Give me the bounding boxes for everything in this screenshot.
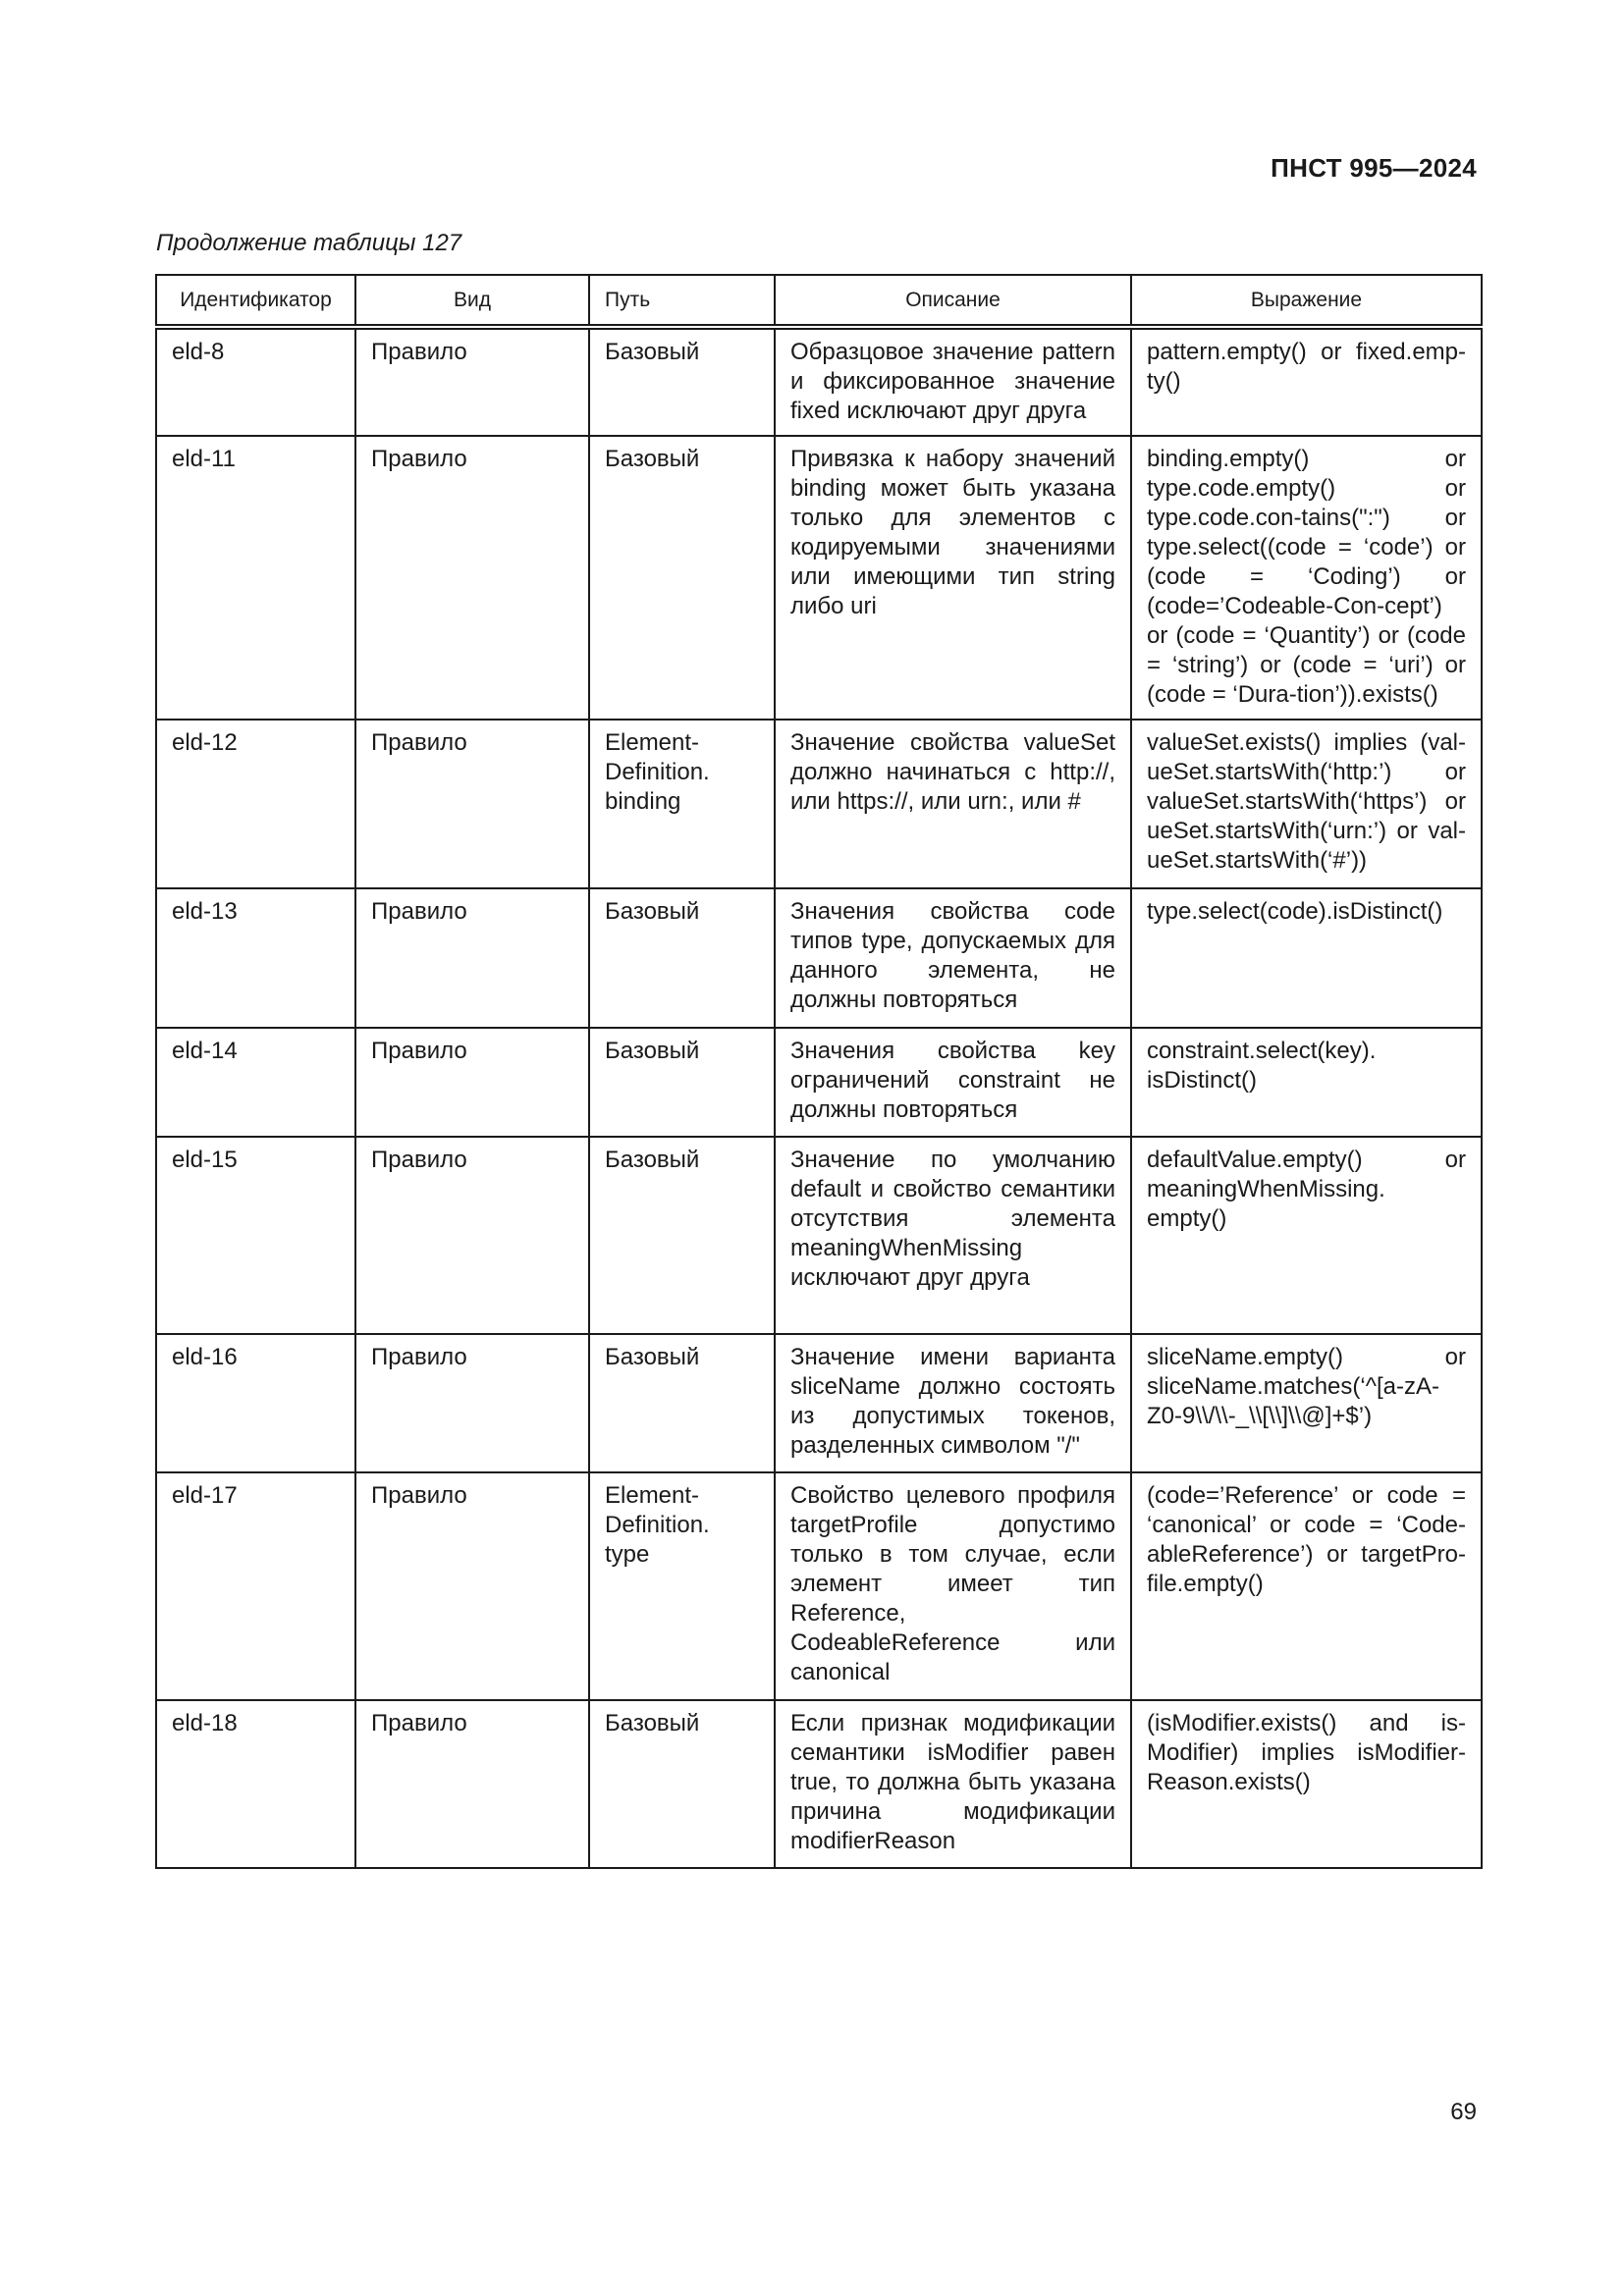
cell-path: Element-Definition. binding xyxy=(589,720,775,888)
cell-description: Значение по умолчанию default и свойство семантики отсутствия элемента meaningWhenMissing исключают друг друга xyxy=(775,1137,1131,1334)
document-code: ПНСТ 995—2024 xyxy=(1271,153,1477,183)
table-row xyxy=(156,1472,1482,1700)
table-row xyxy=(156,1028,1482,1137)
cell-path: Базовый xyxy=(589,888,775,1028)
cell-identifier: eld-12 xyxy=(156,720,355,888)
cell-kind: Правило xyxy=(355,1700,589,1868)
cell-identifier: eld-8 xyxy=(156,327,355,436)
cell-path: Element-Definition. type xyxy=(589,1472,775,1700)
cell-expression: constraint.select(key). isDistinct() xyxy=(1131,1028,1482,1137)
cell-identifier: eld-17 xyxy=(156,1472,355,1700)
cell-expression: (code=’Reference’ or code = ‘canonical’ or code = ‘Code-ableReference’) or targetPro-file.empty() xyxy=(1131,1472,1482,1700)
cell-description: Если признак модификации семантики isModifier равен true, то должна быть указана причина модификации modifierReason xyxy=(775,1700,1131,1868)
column-header-path: Путь xyxy=(589,275,775,327)
cell-expression: type.select(code).isDistinct() xyxy=(1131,888,1482,1028)
cell-description: Значения свойства code типов type, допускаемых для данного элемента, не должны повторяться xyxy=(775,888,1131,1028)
cell-kind: Правило xyxy=(355,720,589,888)
cell-kind: Правило xyxy=(355,1028,589,1137)
cell-path: Базовый xyxy=(589,1700,775,1868)
cell-expression: sliceName.empty() or sliceName.matches(‘^[a-zA-Z0-9\\/\\-_\\[\\]\\@]+$’) xyxy=(1131,1334,1482,1472)
table-row xyxy=(156,1137,1482,1334)
cell-identifier: eld-14 xyxy=(156,1028,355,1137)
cell-description: Образцовое значение pattern и фиксированное значение fixed исключают друг друга xyxy=(775,327,1131,436)
cell-description: Привязка к набору значений binding может быть указана только для элементов с кодируемыми значениями или имеющими тип string либо uri xyxy=(775,436,1131,720)
cell-description: Значения свойства key ограничений constraint не должны повторяться xyxy=(775,1028,1131,1137)
header-row xyxy=(156,275,1482,327)
table-row xyxy=(156,1334,1482,1472)
cell-expression: valueSet.exists() implies (val-ueSet.startsWith(‘http:’) or valueSet.startsWith(‘https’) or ueSet.startsWith(‘urn:’) or val-ueSet.startsWith(‘#’)) xyxy=(1131,720,1482,888)
cell-expression: (isModifier.exists() and is-Modifier) implies isModifier-Reason.exists() xyxy=(1131,1700,1482,1868)
table-header xyxy=(156,275,1482,327)
table-row xyxy=(156,436,1482,720)
cell-description: Значение имени варианта sliceName должно состоять из допустимых токенов, разделенных символом "/" xyxy=(775,1334,1131,1472)
column-header-kind: Вид xyxy=(355,275,589,327)
column-header-expression: Выражение xyxy=(1131,275,1482,327)
cell-path: Базовый xyxy=(589,327,775,436)
table-row xyxy=(156,327,1482,436)
cell-path: Базовый xyxy=(589,1137,775,1334)
table-row xyxy=(156,1700,1482,1868)
cell-identifier: eld-16 xyxy=(156,1334,355,1472)
cell-path: Базовый xyxy=(589,1334,775,1472)
cell-kind: Правило xyxy=(355,327,589,436)
cell-kind: Правило xyxy=(355,436,589,720)
cell-expression: binding.empty() or type.code.empty() or type.code.con-tains(":") or type.select((code = ‘code’) or (code = ‘Coding’) or (code=’Codeable-Con-cept’) or (code = ‘Quantity’) or (code = ‘string’) or (code = ‘uri’) or (code = ‘Dura-tion’)).exists() xyxy=(1131,436,1482,720)
cell-identifier: eld-18 xyxy=(156,1700,355,1868)
cell-identifier: eld-15 xyxy=(156,1137,355,1334)
table-row xyxy=(156,888,1482,1028)
column-header-identifier: Идентификатор xyxy=(156,275,355,327)
cell-kind: Правило xyxy=(355,1137,589,1334)
cell-description: Свойство целевого профиля targetProfile допустимо только в том случае, если элемент имеет тип Reference, CodeableReference или canonical xyxy=(775,1472,1131,1700)
cell-expression: defaultValue.empty() or meaningWhenMissing. empty() xyxy=(1131,1137,1482,1334)
page-number: 69 xyxy=(1450,2099,1477,2125)
cell-expression: pattern.empty() or fixed.emp-ty() xyxy=(1131,327,1482,436)
cell-path: Базовый xyxy=(589,436,775,720)
cell-kind: Правило xyxy=(355,1472,589,1700)
cell-kind: Правило xyxy=(355,1334,589,1472)
cell-kind: Правило xyxy=(355,888,589,1028)
cell-identifier: eld-13 xyxy=(156,888,355,1028)
cell-path: Базовый xyxy=(589,1028,775,1137)
table-body xyxy=(156,327,1482,1868)
cell-identifier: eld-11 xyxy=(156,436,355,720)
column-header-description: Описание xyxy=(775,275,1131,327)
table-caption: Продолжение таблицы 127 xyxy=(156,230,462,256)
table-row xyxy=(156,720,1482,888)
rules-table xyxy=(155,274,1483,1869)
cell-description: Значение свойства valueSet должно начинаться с http://, или https://, или urn:, или # xyxy=(775,720,1131,888)
